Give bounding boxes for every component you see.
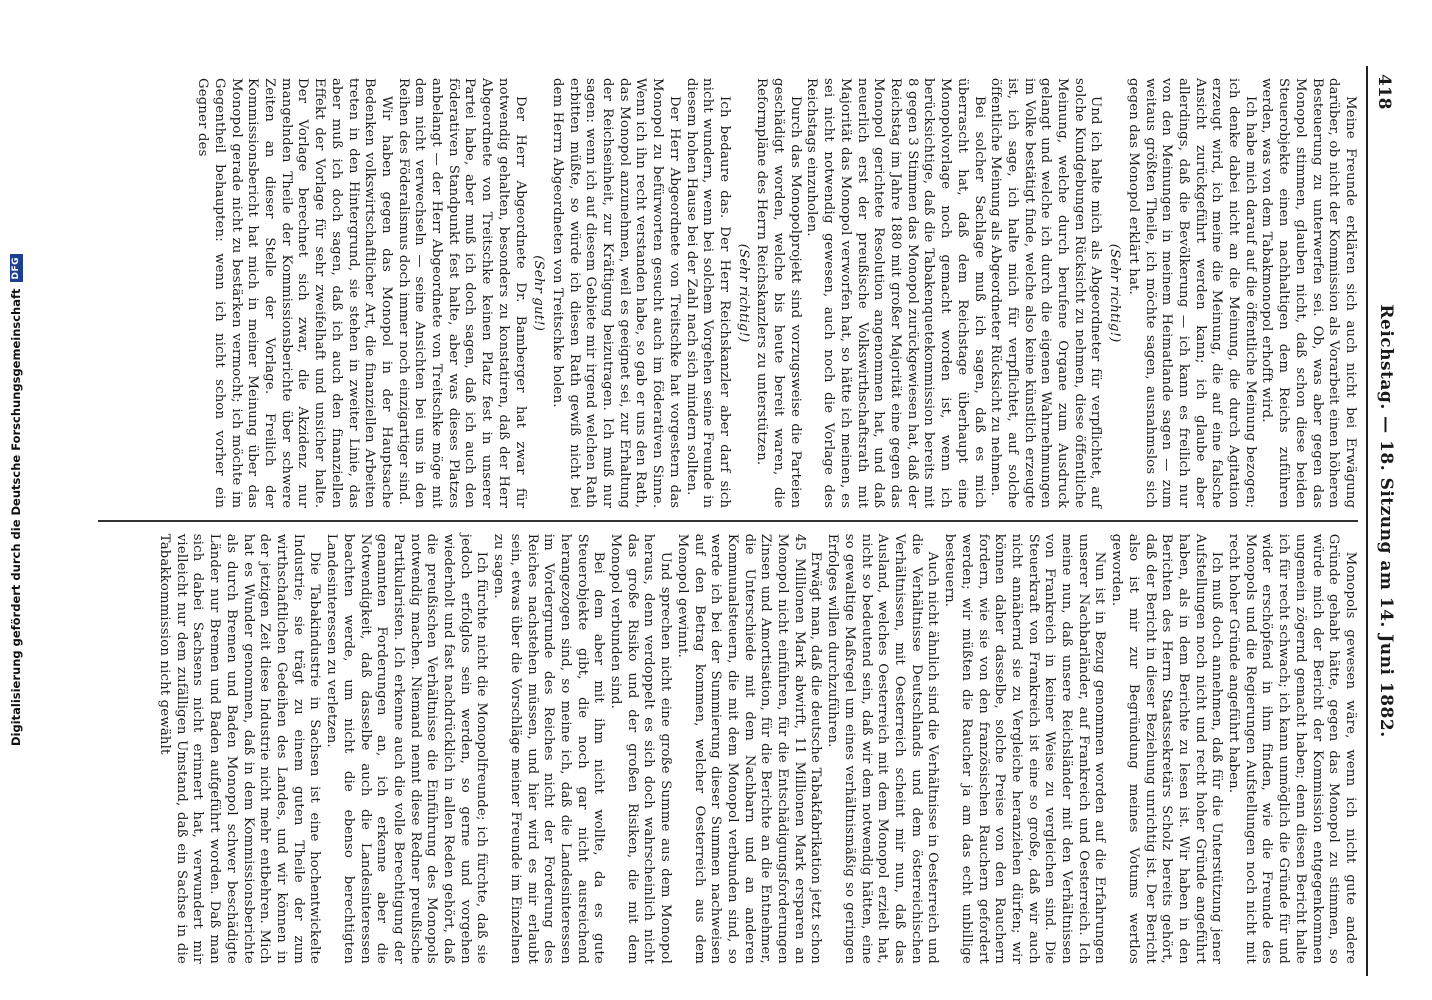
interjection: (Sehr gut!) — [531, 255, 547, 332]
paragraph: Erwägt man, daß die deutsche Tabakfabrikation jetzt schon 45 Millionen Mark abwirft, 11 Millionen Mark ersparen an Monopol nicht einführen, für die Entschädigungsforderungen Zinsen und Amortisation, für die Berichte an die Entnehmer, die Unterschiede mit dem Nachbarn und an anderen Kommunalsteuern, die mit dem Monopol verbunden sind, so werde ich bei der Summierung dieser Summen nachweisen auf den Betrag kommen, welcher Oesterreich aus dem Monopol gewinnt. — [674, 533, 824, 964]
right-column — [98, 522, 1358, 976]
funding-strip — [0, 0, 26, 1000]
interjection: (Sehr richtig!) — [1107, 243, 1123, 343]
funding-credit — [3, 0, 29, 1000]
header-rule — [1366, 66, 1368, 976]
page-number: 418 — [1374, 74, 1394, 110]
paragraph: Und ich halte mich als Abgeordneter für verpflichtet, auf solche Kundgebungen Rücksicht zu nehmen, diese öffentliche Meinung, welche durch berufene Organe zum Ausdruck gelangt und welche ich durch die eigenen Wahrnehmungen im Volke bestätigt finde, welche also keine künstlich erzeugte ist, ich sage, ich halte mich für verpflichtet, auf solche öffentliche Meinung als Abgeordneter Rücksicht zu nehmen. — [988, 78, 1104, 509]
paragraph: Der Herr Abgeordnete Dr. Bamberger hat zwar für notwendig gehalten, besonders zu konstatiren, daß der Herr Abgeordnete von Treitschke keinen Platz fest in unserer Partei habe, aber muß ich doch sagen, daß ich auch den föderativen Standpunkt fest halte, aber was dieses Platzes anbelangt — der Herr Abgeordnete von Treitschke möge mit dem nicht verwechseln — seine Ansichten bei uns in den Reihen des Föderalismus doch immer noch einzigartiger sind. — [395, 78, 528, 509]
paragraph: Auch nicht ähnlich sind die Verhältnisse in Oesterreich und die Verhältnisse Deutschlands und dem österreichischen Verhältnissen, mit Oesterreich scheint mir nun, daß das Ausland, welches Oesterreich mit dem Monopol erzielt hat, nicht so bedeutend sein, daß wir dem notwendig hätten, eine so gewaltige Maßregel um eines verhältnismäßig so geringen Erfolges willen durchzuführen. — [825, 533, 941, 964]
paragraph: Ich fürchte nicht die Monopolfreunde; ich fürchte, daß sie jedoch erfolglos sein werden, so gerne und vorgehen wiederholt und fast nachdrücklich in allen Reden gehört, daß die preußischen Verhältnisse die Einführung des Monopols notwendig machen. Niemand nennt diese Redner preußische Partikularisten. Ich erkenne auch die volle Berechtigung der genannten Forderungen an, ich erkenne aber die Notwendigkeit, daß dasselbe auch die Landesinteressen beachten werde, um nicht die ebenso berechtigten Landesinteressen zu verletzen. — [324, 533, 490, 964]
paragraph: Der Herr Abgeordnete von Treitschke hat vorgestern das Monopol zu befürworten gesucht auch im föderativen Sinne. Wenn ich ihn recht verstanden habe, so gab er uns den Rath, das Monopol anzunehmen, weil es geeignet sei, zur Erhaltung der Reichseinheit, zur Kräftigung beizutragen. Ich muß nur sagen: wenn ich auf diesem Gebiete mir irgend welchen Rath erbitten müßte, so würde ich diesen Rath gewiß nicht bei dem Herrn Abgeordneten von Treitschke holen. — [549, 78, 682, 509]
paragraph: Monopols gewesen wäre, wenn ich nicht gute andere Gründe gehabt hätte, gegen das Monopol zu stimmen, so würde mich der Bericht der Kommission entgegenkommen ungemein zögernd gemacht haben; denn diesen Bericht halte ich für recht schwach; ich kann unmöglich die Gründe für und wider erschöpfend in ihm finden, wie die Freunde des Monopols und die Regierungen Aufstellungen noch nicht mit recht hoher Gründe angeführt haben. — [1226, 533, 1358, 964]
paragraph: Wir haben gegen das Monopol in der Hauptsache Bedenken volkswirtschaftlicher Art, die finanziellen Arbeiten treten in den Hintergrund, sie stehen in zweiter Linie, das aber muß ich doch sagen, daß ich auch den finanziellen Effekt der Vorlage für sehr zweifelhaft und unsicher halte. Der Vorlage berechnet sich zwar, die Akzidenz nur mangelnden Theile der Kommissionsberichte über schwere Zeiten an dieser Stelle der Vorlage. Freilich der Kommissionsbericht hat mich in meiner Meinung über das Monopol gerade nicht zu bestärken vermocht; ich möchte im Gegentheil behaupten: wenn ich nicht schon vorher ein Gegner des — [195, 78, 394, 509]
paragraph: Ich muß doch annehmen, daß für die Unterstützung jener Aufstellungen noch nicht und recht hoher Gründe angeführt haben, als in dem Berichte zu lesen ist. Wir haben in den Berichten des Herrn Staatssekretärs Scholz bereits gehört, daß der Bericht in dieser Beziehung unrichtig ist. Der Bericht also ist mir zur Begründung meines Votums wertlos geworden. — [1109, 533, 1225, 964]
funding-text: Digitalisierung gefördert durch die Deutsche Forschungsgemeinschaft — [9, 288, 23, 747]
scanned-page — [84, 52, 1402, 990]
paragraph: Durch das Monopolprojekt sind vorzugsweise die Parteien geschädigt worden, welche bis heute bereit waren, die Reformpläne des Herrn Reichskanzlers zu unterstützen. — [754, 78, 803, 509]
paragraph: Ich habe mich darauf auf die öffentliche Meinung bezogen; ich denke dabei nicht an die Meinung, die durch Agitation erzeugt wird, ich meine die Meinung, die auf eine falsche Ansicht zurückgeführt werden kann; ich glaube aber allerdings, daß die Bevölkerung — ich kann es freilich nur von den Meinungen in meinem Heimatlande sagen — zum weitaus größten Theile, ich möchte sagen, ausnahmslos sich gegen das Monopol erklärt hat. — [1125, 78, 1258, 509]
running-head: Reichstag. — 18. Sitzung am 14. Juni 1882. — [1376, 304, 1396, 738]
paragraph: Bei solcher Sachlage muß ich sagen, daß es mich überrascht hat, daß dem Reichstage überhaupt eine Monopolvorlage noch gemacht worden ist, wenn ich berücksichtige, daß die Tabakenquetekommission bereits mit 8 gegen 3 Stimmen das Monopol zurückgewiesen hat, daß der Reichstag im Jahre 1880 mit großer Majorität eine gegen das Monopol gerichtete Resolution angenommen hat, und daß neuerlich erst der preußische Volkswirthschaftsrath mit Majorität das Monopol verworfen hat, so hätte ich meinen, es sei nicht notwendig gewesen, auch noch die Vorlage des Reichstags einzuholen. — [804, 78, 987, 509]
paragraph: Die Tabakindustrie in Sachsen ist eine hochentwickelte Industrie; sie trägt zu einem guten Theile der zum wirthschaftlichen Gedeihen des Landes, und wir können in der jetzigen Zeit diese Industrie nicht mehr entbehren. Mich hat es Wunder genommen, daß in dem Kommissionsberichte als durch Bremen und Baden Monopol schwer beschädigte Länder nur Bremen und Baden aufgeführt worden. Daß man sich dabei Sachsens nicht erinnert hat, verwundert mir vielleicht nur dem zufälligen Umstand, daß ein Sachse in die Tabakkommission nicht gewählt — [157, 533, 323, 964]
page-header — [1368, 52, 1402, 990]
paragraph: Meine Freunde erklären sich auch nicht bei Erwägung darüber, ob nicht der Kommission als Vorarbeit einen höheren Besteuerung zu unterwerfen sei. Ob, was aber gegen das Monopol stimmen, glauben nicht, daß schon diese beiden Steuerobjekte einen nachhaltigen dem Reichs zuführen werden, was von dem Tabakmonopol erhofft wird. — [1259, 78, 1358, 509]
paragraph: Und sprechen nicht eine große Summe aus dem Monopol heraus, denn verdoppelt es sich doch wahrscheinlich nicht das große Risiko und der großen Risiken, die mit dem Monopol verbunden sind. — [608, 533, 674, 964]
paragraph: Ich bedaure das. Der Herr Reichskanzler aber darf sich nicht wundern, wenn bei solchem Vorgehen seine Freunde in diesem hohen Hause bei der Zahl nach sich mindern sollten. — [683, 78, 732, 509]
page-body — [98, 66, 1358, 976]
paragraph: Nun ist in Bezug genommen worden auf die Erfahrungen unserer Nachbarländer, auf Frankreich und Oesterreich. Ich meine nun, daß unsere Reichsländer mit den Verhältnissen von Frankreich in keiner Weise zu vergleichen sind. Die Steuerkraft von Frankreich ist eine so große, daß wir auch nicht annähernd sie zu Vergleiche heranziehen dürfen; wir können daher dasselbe, solche Preise von den Rauchern fordern, wie sie von den französischen Rauchern gefordert werden; wir müßten die Raucher ja am das echt unbillige besteuern. — [942, 533, 1108, 964]
left-column — [98, 66, 1358, 520]
dfg-logo-icon: DFG — [10, 254, 23, 283]
paragraph: Bei dem aber mit ihm nicht wollte, da es gute Steuerobjekte gibt, die noch gar nicht ausreichend herangezogen sind, so meine ich, daß die Landesinteressen im Vordergrunde des Reiches nicht der Forderung des Reiches nachstehen müssen, und hier wird es mir erlaubt sein, etwas über die Vorschläge meiner Freunde im Einzelnen zu sagen. — [491, 533, 607, 964]
interjection: (Sehr richtig!) — [735, 243, 751, 343]
